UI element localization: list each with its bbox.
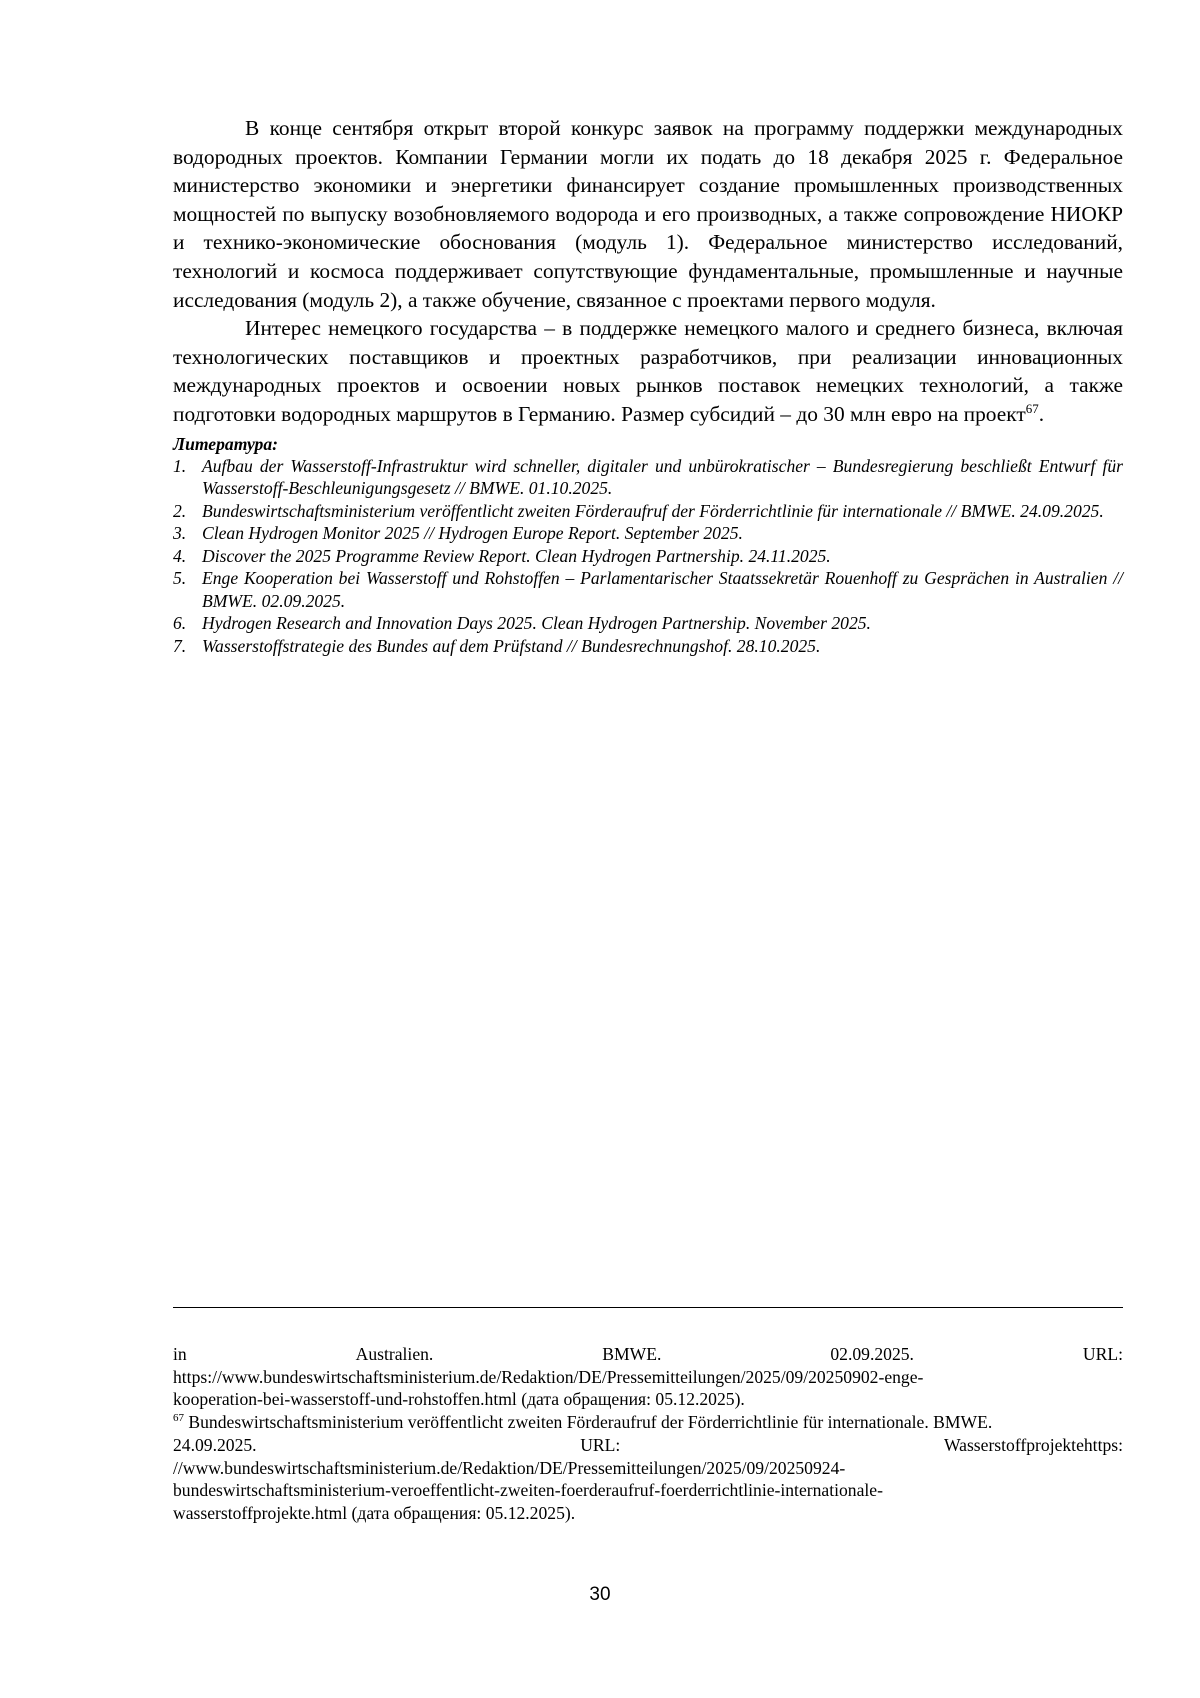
main-text [173, 114, 1123, 657]
footnote-url-continued[interactable]: bundeswirtschaftsministerium-veroeffentlicht-zweiten-foerderaufruf-foerderrichtlinie-internationale- [173, 1480, 883, 1501]
reference-item: 3. Clean Hydrogen Monitor 2025 // Hydrogen Europe Report. September 2025. [173, 523, 743, 544]
footnote-reference-67[interactable]: 67 [1025, 400, 1039, 416]
footnotes-area [173, 1343, 1123, 1525]
reference-item: 7. Wasserstoffstrategie des Bundes auf dem Prüfstand // Bundesrechnungshof. 28.10.2025. [173, 635, 821, 656]
page-number: 30 [589, 1584, 611, 1605]
reference-item: 6. Hydrogen Research and Innovation Days 2025. Clean Hydrogen Partnership. November 2025. [173, 613, 871, 634]
footnote-continuation: in Australien. BMWE. 02.09.2025. URL: https://www.bundeswirtschaftsministerium.de/Redaktion/DE/Pressemitteilungen/2025/09/20250902-enge- kooperation-bei-wasserstoff-und-rohstoffen.html (дата обращения: 05.12.2025). [173, 1344, 1123, 1410]
reference-item: 2. Bundeswirtschaftsministerium veröffentlicht zweiten Förderaufruf der Förderrichtlinie für internationale // BMWE. 24.09.2025. [173, 500, 1104, 521]
reference-list [173, 455, 1123, 658]
literature-heading: Литература: [173, 433, 278, 454]
reference-item: 5. Enge Kooperation bei Wasserstoff und Rohstoffen – Parlamentarischer Staatssekretär Rouenhoff zu Gesprächen in Australien // BMWE. 02.09.2025. [173, 568, 1123, 611]
footnote-marker: 67 [173, 1412, 184, 1425]
footnote-url[interactable]: https://www.bundeswirtschaftsministerium.de/Redaktion/DE/Pressemitteilungen/2025/09/20250902-enge- [173, 1366, 924, 1387]
footnote-url[interactable]: //www.bundeswirtschaftsministerium.de/Redaktion/DE/Pressemitteilungen/2025/09/20250924- [173, 1457, 846, 1478]
footnote-separator [173, 1307, 1123, 1308]
reference-item: 1. Aufbau der Wasserstoff-Infrastruktur wird schneller, digitaler und unbürokratischer – Bundesregierung beschließt Entwurf für Wasserstoff-Beschleunigungsgesetz // BMWE. 01.10.2025. [173, 455, 1123, 499]
paragraph-2: Интерес немецкого государства – в поддержке немецкого малого и среднего бизнеса, включая технологических поставщиков и проектных разработчиков, при реализации инновационных международных проектов и освоении новых рынков поставок немецких технологий, а также подготовки водородных маршрутов в Германию. Размер субсидий – до 30 млн евро на проект$^{67}$. [173, 316, 1123, 426]
footnote-67: $^{67}$ Bundeswirtschaftsministerium veröffentlicht zweiten Förderaufruf der Förderrichtlinie für internationale. BMWE. 24.09.2025. URL: Wasserstoffprojektehttps: //www.bundeswirtschaftsministerium.de/Redaktion/DE/Pressemitteilungen/2025/09/20250924- bundeswirtschaftsministerium-veroeffentlicht-zweiten-foerderaufruf-foerderrichtlinie-internationale- wasserstoffprojekte.html (дата обращения: 05.12.2025). [173, 1412, 1123, 1523]
paragraph-1: В конце сентября открыт второй конкурс заявок на программу поддержки международных водородных проектов. Компании Германии могли их подать до 18 декабря 2025 г. Федеральное министерство экономики и энергетики финансирует создание промышленных производственных мощностей по выпуску возобновляемого водорода и его производных, а также сопровождение НИОКР и технико-экономические обоснования (модуль 1). Федеральное министерство исследований, технологий и космоса поддерживает сопутствующие фундаментальные, промышленные и научные исследования (модуль 2), а также обучение, связанное с проектами первого модуля. [173, 116, 1123, 312]
reference-item: 4. Discover the 2025 Programme Review Report. Clean Hydrogen Partnership. 24.11.2025. [173, 545, 831, 566]
